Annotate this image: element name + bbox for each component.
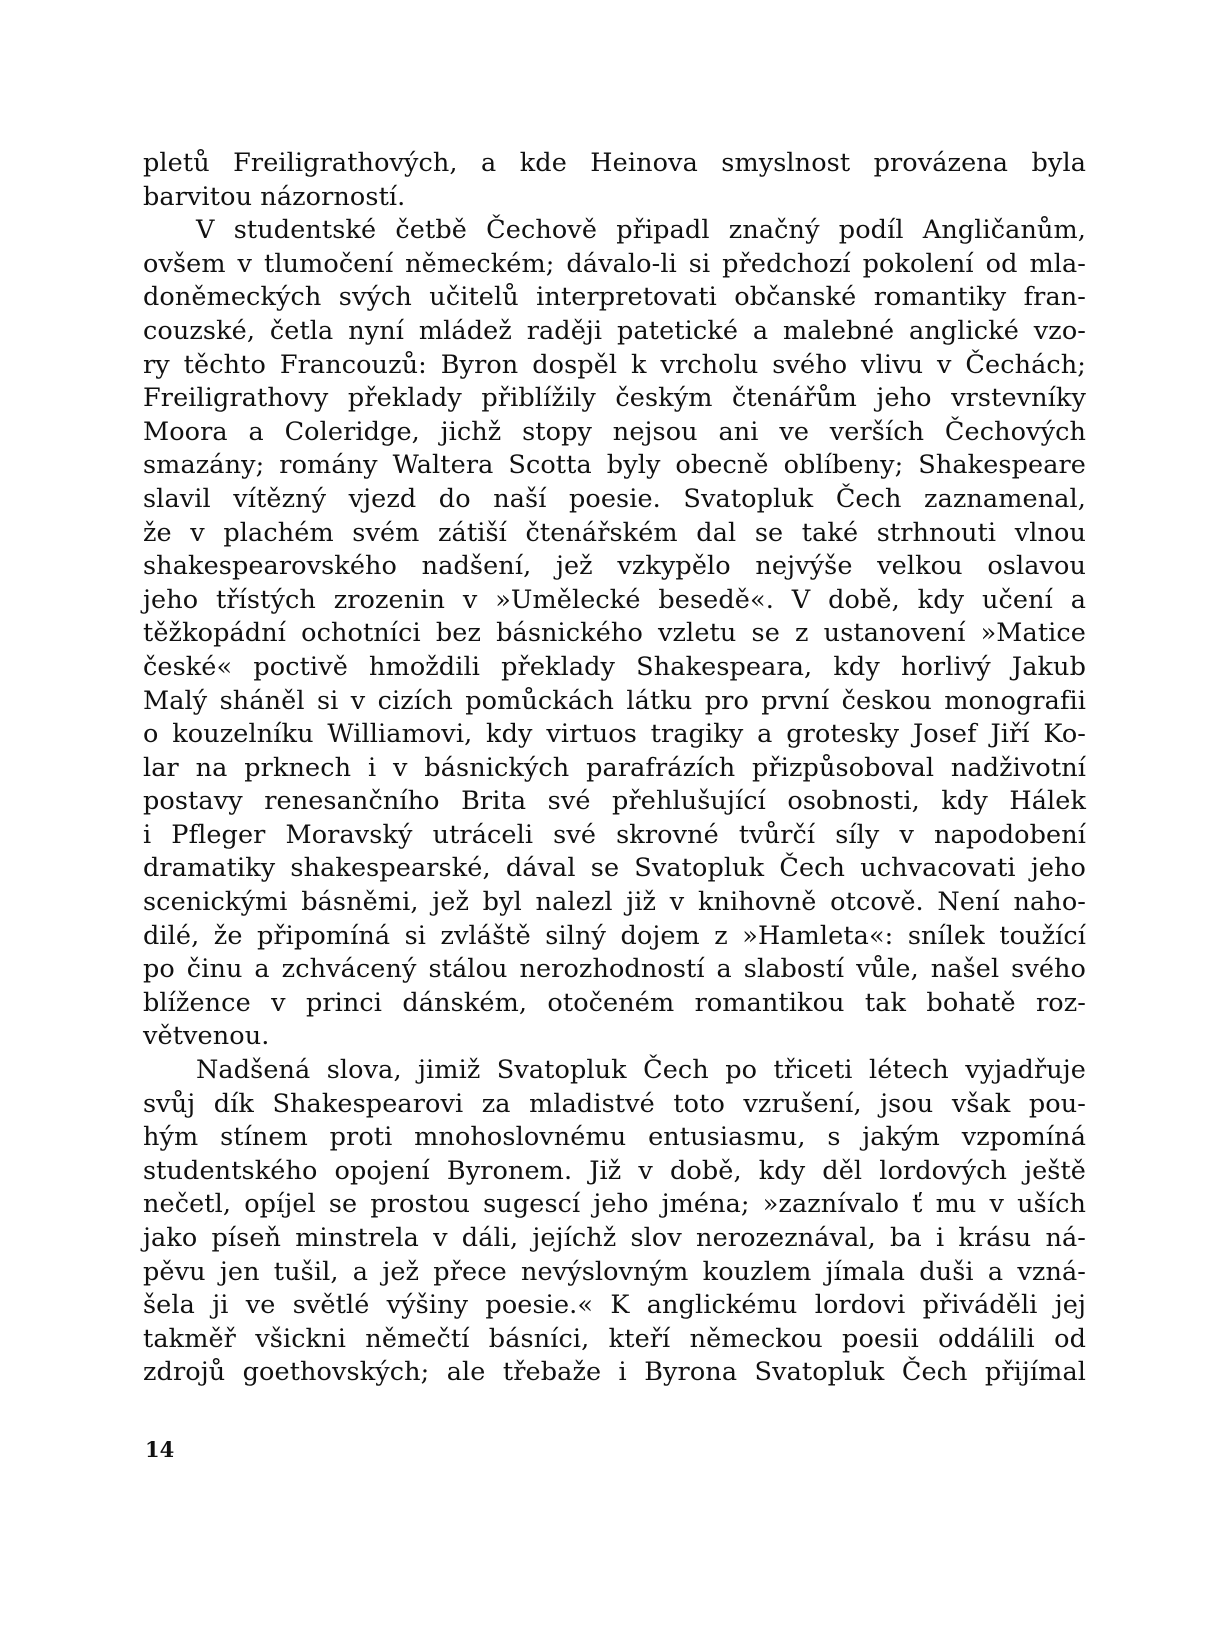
text-line: shakespearovského nadšení, jež vzkypělo nejvýše velkou oslavou	[143, 551, 1086, 582]
text-line: větvenou.	[143, 1021, 270, 1052]
text-line: doněmeckých svých učitelů interpretovati občanské romantiky fran-	[143, 282, 1086, 313]
text-line: zdrojů goethovských; ale třebaže i Byrona Svatopluk Čech přijímal	[143, 1357, 1086, 1388]
text-line: o kouzelníku Williamovi, kdy virtuos tragiky a grotesky Josef Jiří Ko-	[143, 719, 1086, 750]
text-line: Freiligrathovy překlady přiblížily českým čtenářům jeho vrstevníky	[143, 383, 1086, 414]
text-line: nečetl, opíjel se prostou sugescí jeho jména; »zaznívalo ť mu v uších	[143, 1189, 1086, 1220]
text-line: ry těchto Francouzů: Byron dospěl k vrcholu svého vlivu v Čechách;	[143, 349, 1086, 380]
text-line: Moora a Coleridge, jichž stopy nejsou ani ve verších Čechových	[143, 416, 1086, 447]
text-line: couzské, četla nyní mládež raději patetické a malebné anglické vzo-	[143, 315, 1086, 346]
text-line: jeho třístých zrozenin v »Umělecké besedě«. V době, kdy učení a	[143, 584, 1086, 615]
text-line: i Pfleger Moravský utráceli své skrovné tvůrčí síly v napodobení	[143, 819, 1086, 850]
text-line: po činu a zchvácený stálou nerozhodností a slabostí vůle, našel svého	[143, 954, 1086, 985]
text-line: dilé, že připomíná si zvláště silný dojem z »Hamleta«: snílek toužící	[143, 920, 1086, 951]
text-line: scenickými básněmi, jež byl nalezl již v knihovně otcově. Není naho-	[143, 887, 1086, 918]
text-line: hým stínem proti mnohoslovnému entusiasmu, s jakým vzpomíná	[143, 1122, 1086, 1153]
text-line: Malý sháněl si v cizích pomůckách látku pro první českou monografii	[143, 685, 1086, 716]
text-line: pletů Freiligrathových, a kde Heinova smyslnost provázena byla	[143, 148, 1086, 178]
text-line: jako píseň minstrela v dáli, jejíchž slov nerozeznával, ba i krásu ná-	[143, 1223, 1086, 1253]
text-line: smazány; romány Waltera Scotta byly obecně oblíbeny; Shakespeare	[143, 450, 1086, 481]
text-line: ovšem v tlumočení německém; dávalo-li si předchozí pokolení od mla-	[143, 248, 1086, 279]
text-line: slavil vítězný vjezd do naší poesie. Svatopluk Čech zaznamenal,	[143, 483, 1086, 514]
text-line: blížence v princi dánském, otočeném romantikou tak bohatě roz-	[143, 987, 1086, 1018]
text-line: barvitou názorností.	[143, 181, 406, 212]
text-line: Nadšená slova, jimiž Svatopluk Čech po třiceti létech vyjadřuje	[196, 1055, 1086, 1086]
text-line: postavy renesančního Brita své přehlušující osobnosti, kdy Hálek	[143, 786, 1086, 817]
text-line: pěvu jen tušil, a jež přece nevýslovným kouzlem jímala duši a vzná-	[143, 1256, 1086, 1287]
text-line: že v plachém svém zátiší čtenářském dal se také strhnouti vlnou	[143, 517, 1086, 548]
text-line: šela ji ve světlé výšiny poesie.« K anglickému lordovi přiváděli jej	[143, 1290, 1086, 1321]
text-line: těžkopádní ochotníci bez básnického vzletu se z ustanovení »Matice	[143, 618, 1086, 649]
body-text	[143, 147, 1086, 1390]
text-line: lar na prknech i v básnických parafrázích přizpůsoboval nadživotní	[143, 752, 1086, 783]
text-line: V studentské četbě Čechově připadl značný podíl Angličanům,	[196, 215, 1086, 246]
text-line: české« poctivě hmoždili překlady Shakespeara, kdy horlivý Jakub	[143, 651, 1086, 682]
page-number: 14	[145, 1437, 175, 1462]
text-line: dramatiky shakespearské, dával se Svatopluk Čech uchvacovati jeho	[143, 853, 1086, 884]
text-line: svůj dík Shakespearovi za mladistvé toto vzrušení, jsou však pou-	[143, 1088, 1086, 1119]
text-line: studentského opojení Byronem. Již v době, kdy děl lordových ještě	[143, 1155, 1086, 1186]
text-line: takměř všickni němečtí básníci, kteří německou poesii oddálili od	[143, 1323, 1086, 1354]
